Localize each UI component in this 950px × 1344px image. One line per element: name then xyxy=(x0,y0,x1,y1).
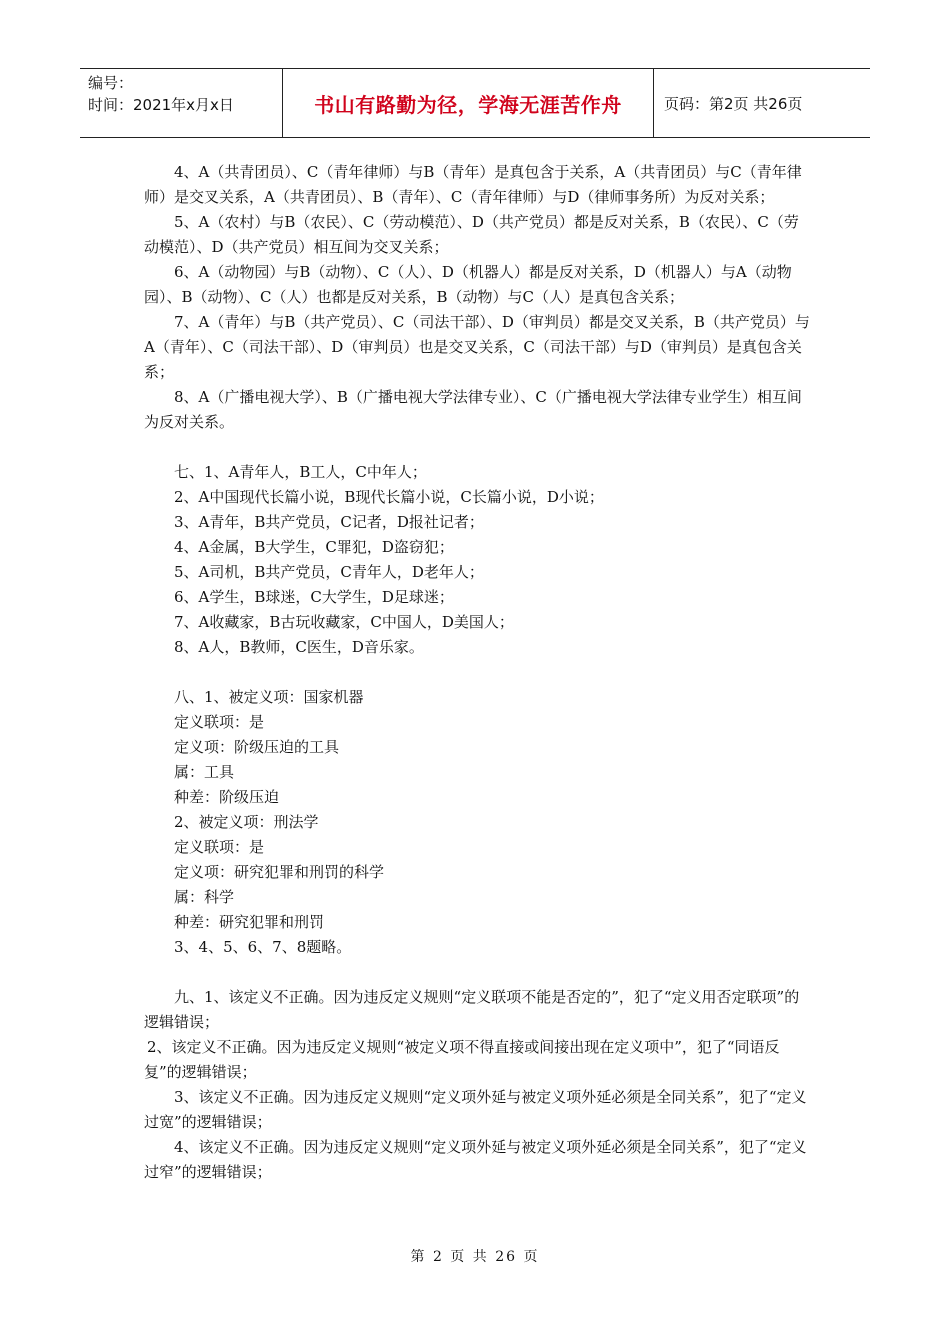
section8-line: 属：工具 xyxy=(174,763,235,781)
document-body xyxy=(144,160,812,1185)
section6-item-4: 4、A（共青团员）、C（青年律师）与B（青年）是真包含于关系，A（共青团员）与C（青年律师）是交叉关系，A（共青团员）、B（青年）、C（青年律师）与D（律师事务所）为反对关系； xyxy=(144,163,802,206)
section9-item-2: 2、该定义不正确。因为违反定义规则“被定义项不得直接或间接出现在定义项中”，犯了“同语反复”的逻辑错误； xyxy=(144,1038,780,1081)
header-meta xyxy=(80,69,282,137)
section7-item-1: 七、1、A青年人，B工人，C中年人； xyxy=(174,463,427,481)
section9-item-4: 4、该定义不正确。因为违反定义规则“定义项外延与被定义项外延必须是全同关系”，犯了“定义过窄”的逻辑错误； xyxy=(144,1138,807,1181)
section6-item-5: 5、A（农村）与B（农民）、C（劳动模范）、D（共产党员）都是反对关系，B（农民）、C（劳动模范）、D（共产党员）相互间为交叉关系； xyxy=(144,213,799,256)
section8-line: 2、被定义项：刑法学 xyxy=(174,813,319,831)
section8-line: 属：科学 xyxy=(174,888,235,906)
section9-item-3: 3、该定义不正确。因为违反定义规则“定义项外延与被定义项外延必须是全同关系”，犯了“定义过宽”的逻辑错误； xyxy=(144,1088,807,1131)
section8-line: 八、1、被定义项：国家机器 xyxy=(174,688,364,706)
section8-line: 3、4、5、6、7、8题略。 xyxy=(174,938,352,956)
section6-item-6: 6、A（动物园）与B（动物）、C（人）、D（机器人）都是反对关系，D（机器人）与A（动物园）、B（动物）、C（人）也都是反对关系，B（动物）与C（人）是真包含关系； xyxy=(144,263,792,306)
header-motto: 书山有路勤为径，学海无涯苦作舟 xyxy=(282,69,654,137)
section8-line: 种差：阶级压迫 xyxy=(174,788,280,806)
header-page-info: 页码：第2页 共26页 xyxy=(664,94,803,113)
section7-item-4: 4、A金属，B大学生，C罪犯，D盗窃犯； xyxy=(174,538,454,556)
section8-line: 定义项：研究犯罪和刑罚的科学 xyxy=(174,863,385,881)
section6-item-7: 7、A（青年）与B（共产党员）、C（司法干部）、D（审判员）都是交叉关系，B（共产党员）与A（青年）、C（司法干部）、D（审判员）也是交叉关系，C（司法干部）与D（审判员）是真包含关系； xyxy=(144,313,810,381)
section8-line: 种差：研究犯罪和刑罚 xyxy=(174,913,325,931)
section6-item-8: 8、A（广播电视大学）、B（广播电视大学法律专业）、C（广播电视大学法律专业学生）相互间为反对关系。 xyxy=(144,388,802,431)
section7-item-7: 7、A收藏家，B古玩收藏家，C中国人，D美国人； xyxy=(174,613,514,631)
page-footer: 第 2 页 共 26 页 xyxy=(410,1249,540,1265)
section7-item-3: 3、A青年，B共产党员，C记者，D报社记者； xyxy=(174,513,484,531)
section8-line: 定义联项：是 xyxy=(174,713,265,731)
page-header xyxy=(80,68,870,138)
section7-item-8: 8、A人，B教师，C医生，D音乐家。 xyxy=(174,638,424,656)
document-time-label: 时间：2021年x月x日 xyxy=(88,96,234,114)
document-number-label: 编号： xyxy=(88,74,134,92)
section8-line: 定义联项：是 xyxy=(174,838,265,856)
section7-item-2: 2、A中国现代长篇小说，B现代长篇小说，C长篇小说，D小说； xyxy=(174,488,604,506)
section9-item-1: 九、1、该定义不正确。因为违反定义规则“定义联项不能是否定的”，犯了“定义用否定联项”的逻辑错误； xyxy=(144,988,800,1031)
section7-item-5: 5、A司机，B共产党员，C青年人，D老年人； xyxy=(174,563,484,581)
section7-item-6: 6、A学生，B球迷，C大学生，D足球迷； xyxy=(174,588,454,606)
section8-line: 定义项：阶级压迫的工具 xyxy=(174,738,340,756)
